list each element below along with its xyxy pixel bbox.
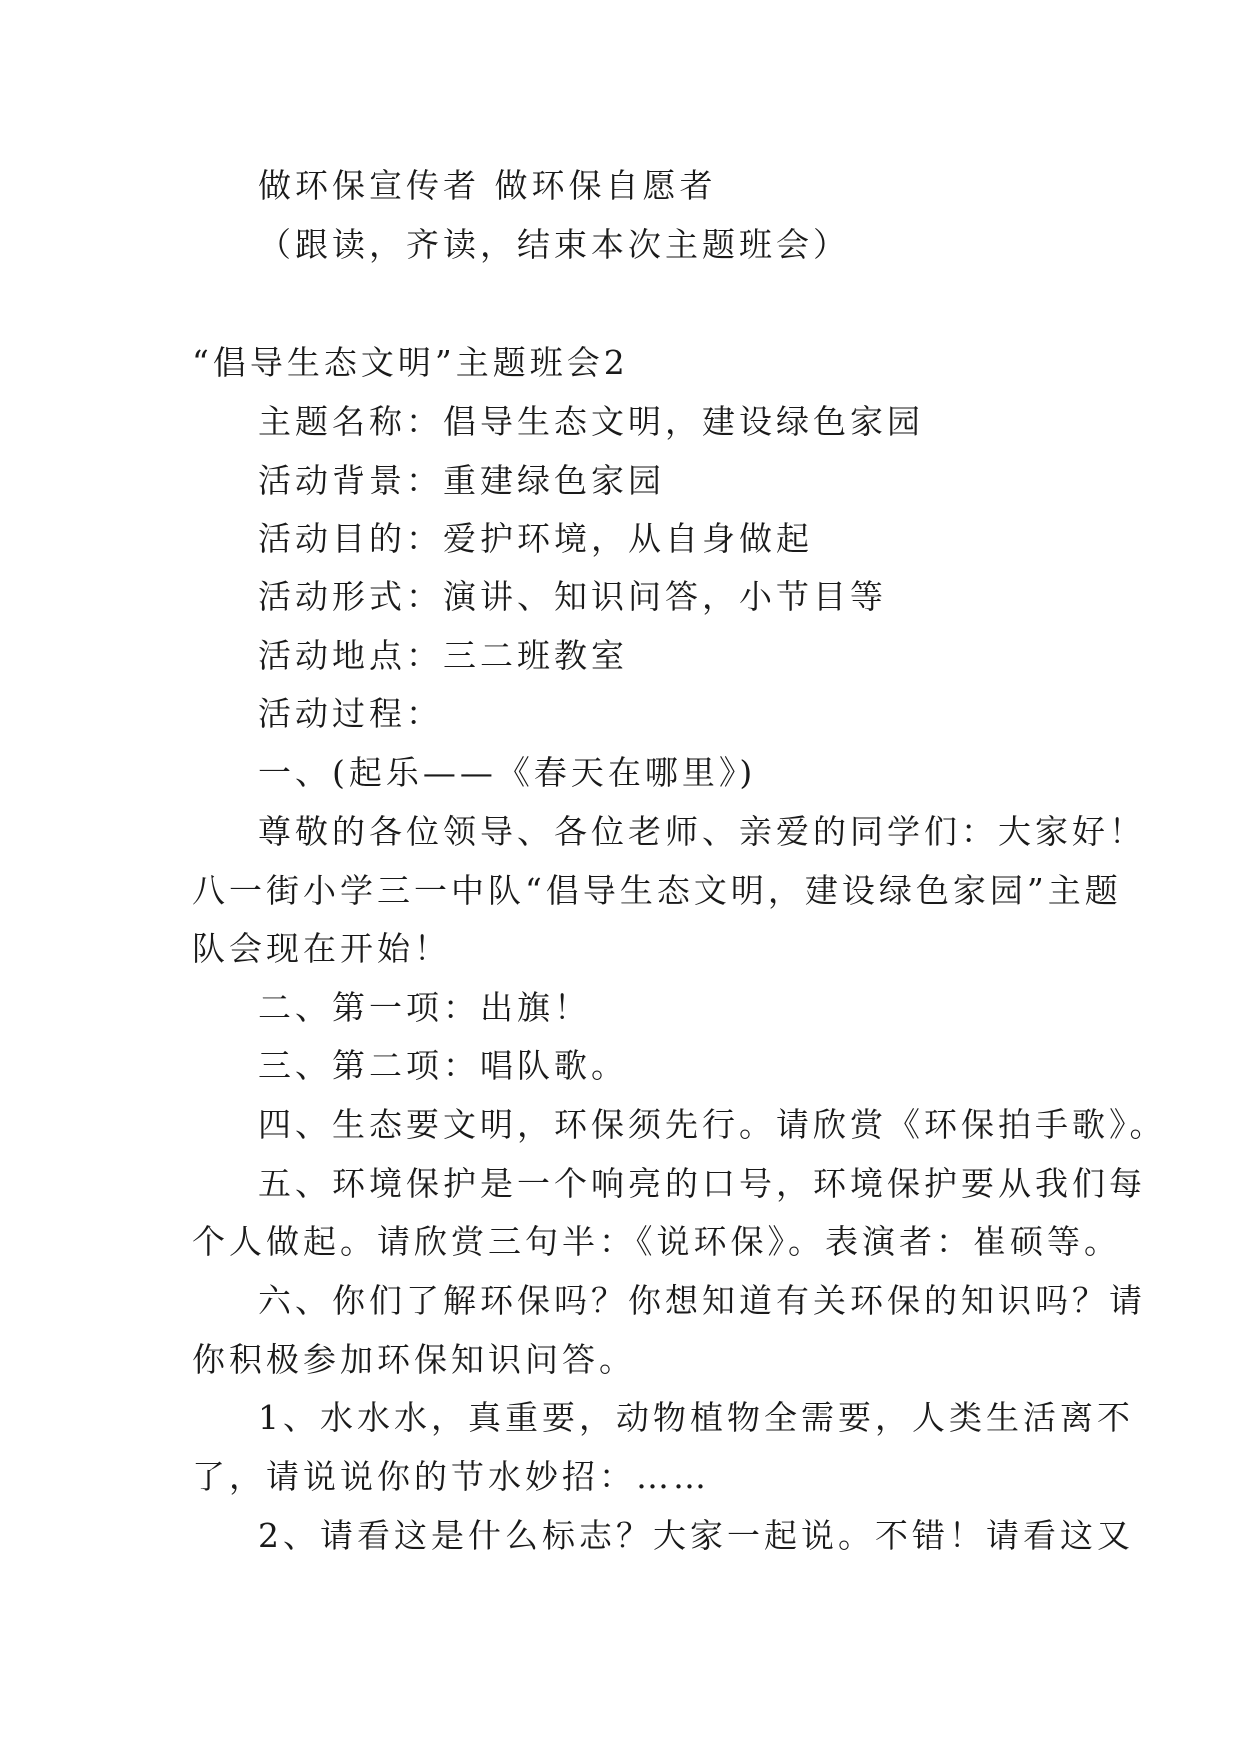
text-line: 2、请看这是什么标志？大家一起说。不错！请看这又: [258, 1516, 1134, 1555]
text-line: 个人做起。请欣赏三句半：《说环保》。表演者：崔硕等。: [192, 1222, 1121, 1261]
text-line: 队会现在开始！: [192, 929, 451, 968]
text-line: 活动目的：爱护环境，从自身做起: [258, 519, 813, 558]
text-line: 活动形式：演讲、知识问答，小节目等: [258, 577, 887, 616]
text-line: 四、生态要文明，环保须先行。请欣赏《环保拍手歌》。: [258, 1105, 1167, 1144]
section-title: “倡导生态文明”主题班会2: [192, 343, 629, 382]
text-line: 主题名称：倡导生态文明，建设绿色家园: [258, 402, 924, 441]
text-line: 活动背景：重建绿色家园: [258, 461, 665, 500]
text-line: 活动过程：: [258, 694, 443, 733]
text-line: 你积极参加环保知识问答。: [192, 1340, 636, 1379]
text-line: 了，请说说你的节水妙招：……: [192, 1457, 710, 1496]
text-line: （跟读，齐读，结束本次主题班会）: [258, 225, 850, 264]
text-line: 尊敬的各位领导、各位老师、亲爱的同学们：大家好！: [258, 812, 1146, 851]
text-line: 做环保宣传者 做环保自愿者: [258, 166, 717, 205]
text-line: 二、第一项：出旗！: [258, 988, 591, 1027]
text-line: 八一街小学三一中队“倡导生态文明，建设绿色家园”主题: [192, 871, 1122, 910]
text-line: 一、(起乐——《春天在哪里》): [258, 753, 757, 792]
text-line: 六、你们了解环保吗？你想知道有关环保的知识吗？请: [258, 1281, 1146, 1320]
text-line: 1、水水水，真重要，动物植物全需要，人类生活离不: [258, 1398, 1134, 1437]
text-line: 三、第二项：唱队歌。: [258, 1046, 628, 1085]
text-line: 活动地点：三二班教室: [258, 636, 628, 675]
text-line: 五、环境保护是一个响亮的口号，环境保护要从我们每: [258, 1164, 1146, 1203]
